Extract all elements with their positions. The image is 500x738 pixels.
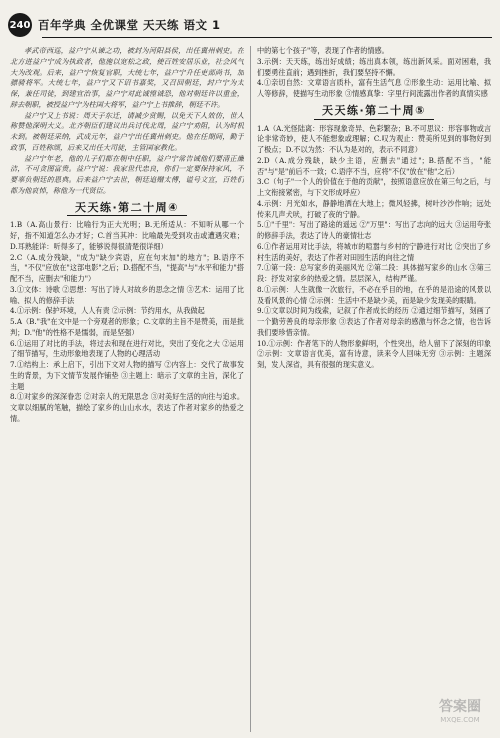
- translation-passage: [10, 46, 244, 197]
- answer-item: 7.①第一段：总写家乡的美丽风光 ②第二段：具体描写家乡的山水 ③第三段：抒发对家乡的热爱之情。层层深入，结构严谨。: [257, 263, 491, 283]
- section-title-underline: [67, 215, 187, 216]
- translation-paragraph: 孝武帝西巡，益户宁从谏之功，被封为河阳县侯，出任冀州刺史。在北方进益户宁成为执政者，他施以宽松之政，使百姓安居乐业，社会风气大为改观。后来，益户宁恢复官职，大统七年，益户宁升任吏部尚书，加骠骑将军。大统七年，益户宁又下诏书嘉奖，又召回朝廷，封户宁为太保，兼任司徒，到建宜治事，益户宁对此诚惶诚恐，他对朝廷许以重金，辞去朝职，被授益户宁为柱国大将军，益户宁上书推辞，朝廷不许。: [10, 46, 244, 109]
- answer-item: 8.①示例：人生就像一次旅行，不必在乎目的地，在乎的是沿途的风景以及看风景的心情 ②示例：生活中不是缺少美，而是缺少发现美的眼睛。: [257, 284, 491, 305]
- header-rule: [42, 37, 492, 39]
- answer-item: 3.①文体：诗歌 ②思想：写出了诗人对故乡的思念之情 ③艺术：运用了比喻、拟人的修辞手法: [10, 284, 244, 305]
- answer-item: 2.D（A.成分残缺，缺少主语，应删去"通过"；B.搭配不当，"能否"与"是"前后不一致；C.语序不当，应将"不仅"放在"他"之后）: [257, 155, 491, 176]
- answer-item: 4.示例：月光如水，静静地洒在大地上；微风轻拂，树叶沙沙作响；远处传来几声犬吠，打破了夜的宁静。: [257, 198, 491, 219]
- translation-paragraph: 益户宁年老，他的儿子们都在朝中任职，益户宁常告诫他们要清正廉洁，不可贪图富贵。益户宁说：我家世代忠良，你们一定要保持家风，不要辜负朝廷的恩典。后来益户宁去世，朝廷追赠太傅，谥号文宣，百姓们都为他哀悼，称他为一代贤臣。: [10, 153, 244, 195]
- page-header: [8, 12, 492, 38]
- section-title-week20-4: [10, 200, 244, 217]
- answer-item: 7.①结构上：承上启下，引出下文对人物的描写 ②内容上：交代了故事发生的背景，为下文情节发展作铺垫 ③主题上：暗示了文章的主旨，深化了主题: [10, 360, 244, 391]
- answer-item: 4.①示例：保护环境，人人有责 ②示例：节约用水，从我做起: [10, 306, 205, 316]
- answer-item: 8.①对家乡的深深眷恋 ②对亲人的无限思念 ③对美好生活的向往与追求。文章以细腻的笔触，描绘了家乡的山山水水，表达了作者对家乡的热爱之情。: [10, 392, 244, 423]
- answer-item: 5.A（B."我"在文中是一个旁观者的形象；C.文章的主旨不是赞美，而是批判；D."他"的性格不是懦弱，而是坚强）: [10, 317, 244, 337]
- answer-item: 10.①示例：作者笔下的人物形象鲜明，个性突出，给人留下了深刻的印象 ②示例：文章语言优美，富有诗意，读来令人回味无穷 ③示例：主题深刻，发人深省，具有很强的现实意义。: [257, 338, 491, 369]
- answer-item: 6.①作者运用对比手法，将城市的喧嚣与乡村的宁静进行对比 ②突出了乡村生活的美好，表达了作者对田园生活的向往之情: [257, 241, 491, 262]
- section-title-week20-5: [257, 103, 491, 120]
- column-divider: [250, 46, 251, 732]
- book-title: 百年学典 全优课堂 天天练 语文 1: [38, 18, 221, 32]
- answer-item: 中的第七个孩子"等，表现了作者的情感。: [257, 46, 389, 55]
- watermark-text: 答案圈: [439, 699, 481, 715]
- answer-item: 6.①运用了对比的手法，将过去和现在进行对比，突出了变化之大 ②运用了细节描写，生动形象地表现了人物的心理活动: [10, 338, 244, 359]
- section-title-text: 天天练·第二十周⑤: [322, 103, 426, 117]
- answer-item: 3.C（句子"一个人的价值在于他的贡献"，按照语意应放在第三句之后，与上文衔接紧密，与下文形成呼应）: [257, 177, 491, 197]
- section-title-text: 天天练·第二十周④: [75, 200, 179, 214]
- answer-item: 1.B（A.高山景行：比喻行为正大光明；B.无所适从：不知听从哪一个好，指不知道怎么办才好；C.首当其冲：比喻最先受到攻击或遭遇灾难；D.耳熟能详：听得多了，能够说得很清楚很详细）: [10, 220, 244, 251]
- answer-item: 9.①文章以时间为线索，记叙了作者成长的经历 ②通过细节描写，刻画了一个勤劳善良的母亲形象 ③表达了作者对母亲的感激与怀念之情，也告诉我们要珍惜亲情。: [257, 306, 491, 337]
- section-title-underline: [314, 119, 434, 120]
- left-column: [10, 46, 244, 732]
- answer-item: 3.示例：天天练，练出好成绩；练出真本领，练出新风采。面对困难，我们要勇往直前；遇到挫折，我们要坚持不懈。: [257, 56, 491, 77]
- answer-item: 4.①亲切自然：文章语言质朴，富有生活气息 ②形象生动：运用比喻、拟人等修辞，使描写生动形象 ③情感真挚：字里行间流露出作者的真情实感: [257, 78, 491, 98]
- translation-paragraph: 益户宁又上书说：周天子东迁，请减少赏赐，以免天下人效仿，世人称赞他深明大义。北齐朝臣们建议出兵讨伐北周，益户宁劝阻，认为时机未到。被朝廷采纳，武成元年，益户宁出任冀州刺史。他在任期间，勤于政事，百姓称颂，后来又出任大司徒，主管国家教化。: [10, 110, 244, 152]
- answer-item: 5.①"千里"：写出了路途的遥远 ②"万里"：写出了志向的远大 ③运用夸张的修辞手法，表达了诗人的豪情壮志: [257, 220, 491, 240]
- page-number-badge: 240: [8, 13, 32, 37]
- site-watermark: [426, 696, 494, 730]
- answer-item: 1.A（A.光怪陆离：形容现象奇异、色彩繁杂；B.不可思议：形容事物或言论非常奇妙，使人不能想象或理解；C.叹为观止：赞美所见到的事物好到了极点；D.不以为然：不认为是对的，表示不同意）: [257, 123, 491, 154]
- watermark-url: MXQE.COM: [440, 716, 480, 724]
- answer-item: 2.C（A.成分残缺，"成为"缺少宾语，应在句末加"的地方"；B.语序不当，"不仅"应放在"这部电影"之后；D.搭配不当，"提高"与"水平和能力"搭配不当，应删去"和能力"）: [10, 252, 244, 283]
- right-column: [257, 46, 491, 732]
